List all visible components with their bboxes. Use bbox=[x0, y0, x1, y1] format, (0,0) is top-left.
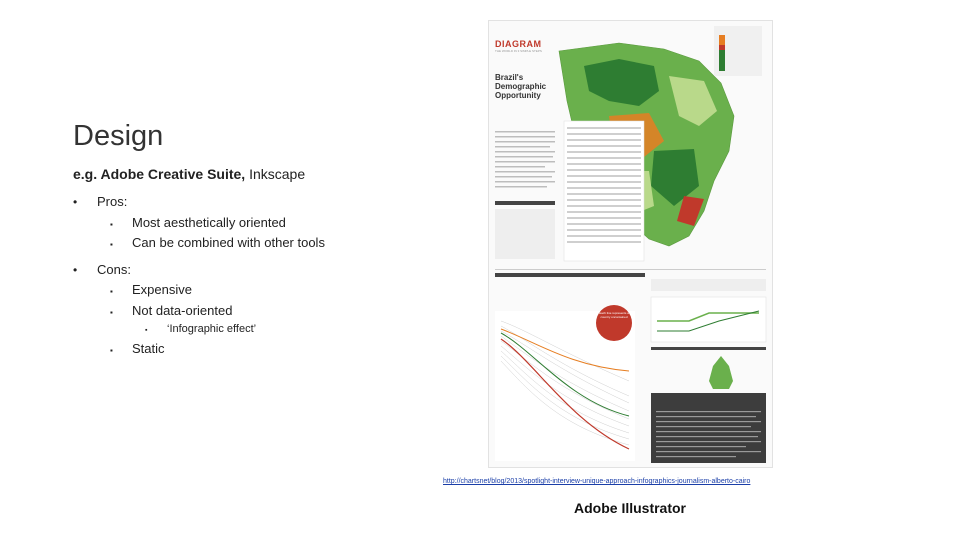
cons-label: Cons: bbox=[97, 262, 131, 277]
slide-title: Design bbox=[73, 120, 164, 152]
pros-item-text: Can be combined with other tools bbox=[132, 235, 325, 250]
cons-subitem bbox=[145, 323, 256, 335]
slide-subtitle bbox=[73, 166, 305, 182]
cons-item bbox=[110, 282, 192, 297]
subtitle-bold: e.g. Adobe Creative Suite, bbox=[73, 166, 246, 182]
cons-item bbox=[110, 303, 232, 318]
subtitle-rest: Inkscape bbox=[245, 166, 306, 182]
pros-item bbox=[110, 235, 325, 250]
cons-subitem-text: ‘Infographic effect’ bbox=[167, 323, 257, 335]
bullet-dot-icon: ▪ bbox=[110, 308, 113, 317]
pros-label: Pros: bbox=[97, 194, 128, 209]
cons-bullet bbox=[73, 262, 131, 277]
bullet-dot-icon: ▪ bbox=[110, 240, 113, 249]
cons-item-text: Expensive bbox=[132, 282, 192, 297]
figure-callout: Each line represents a country uncontained bbox=[599, 311, 629, 319]
bullet-dot-icon: • bbox=[73, 195, 78, 209]
cons-item-text: Static bbox=[132, 341, 165, 356]
bullet-dot-icon: ▪ bbox=[145, 327, 148, 334]
bullet-dot-icon: ▪ bbox=[110, 287, 113, 296]
figure-header: DIAGRAM bbox=[495, 39, 542, 49]
infographic-image bbox=[488, 20, 773, 468]
infographic-graphics bbox=[489, 21, 772, 467]
bullet-dot-icon: ▪ bbox=[110, 346, 113, 355]
cons-item bbox=[110, 341, 165, 356]
figure-header-sub: THE WORLD IN 3 SIMPLE STEPS bbox=[495, 49, 542, 53]
figure-title: Brazil's Demographic Opportunity bbox=[495, 73, 547, 100]
pros-item-text: Most aesthetically oriented bbox=[132, 215, 286, 230]
figure-caption: Adobe Illustrator bbox=[574, 500, 687, 516]
bullet-dot-icon: • bbox=[73, 263, 78, 277]
bullet-dot-icon: ▪ bbox=[110, 220, 113, 229]
cons-item-text: Not data-oriented bbox=[132, 303, 233, 318]
source-link[interactable]: http://chartsnet/blog/2013/spotlight-interview-unique-approach-infographics-journalism-alberto-cairo bbox=[443, 478, 751, 485]
pros-bullet bbox=[73, 194, 127, 209]
pros-item bbox=[110, 215, 286, 230]
